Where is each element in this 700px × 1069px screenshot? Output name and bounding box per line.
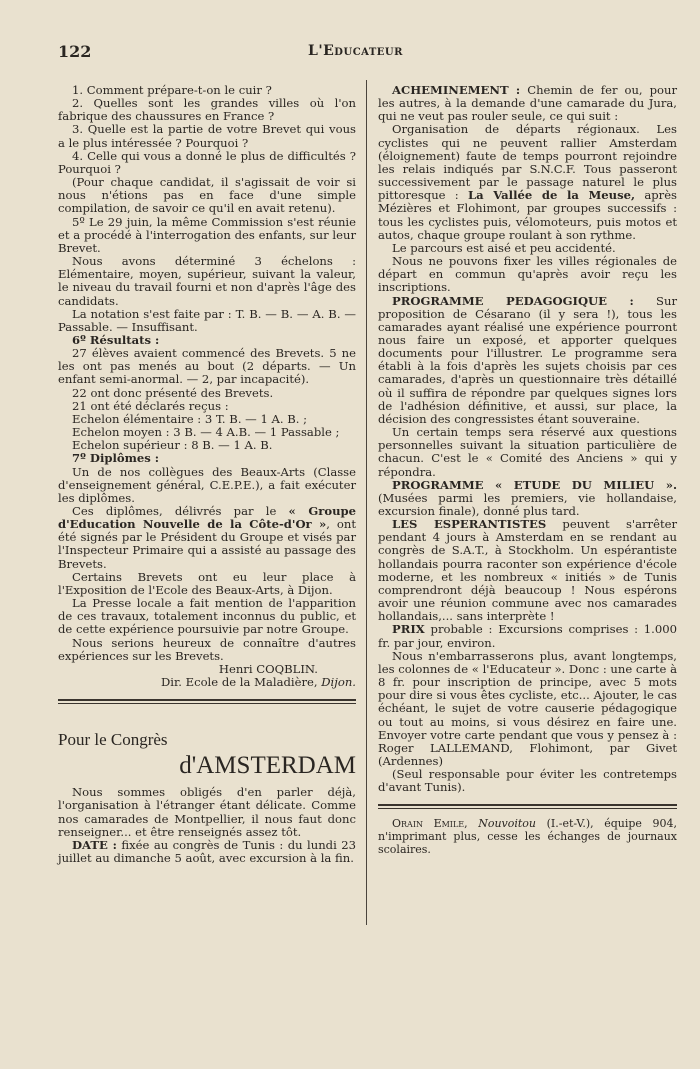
paragraph-pedagogique <box>378 295 677 427</box>
heading-diplomes: 7º Diplômes : <box>72 451 160 466</box>
paragraph-parcours: Le parcours est aisé et peu accidenté. <box>392 240 616 255</box>
echelon-elementaire: Echelon élémentaire : 3 T. B. — 1 A. B. ; <box>72 411 308 426</box>
date-text: fixée au congrès de Tunis : du lundi 23 juillet au dimanche 5 août, avec excursion à la fin. <box>58 837 356 865</box>
paragraph-recus: 21 ont été déclarés reçus : <box>72 398 229 413</box>
esperantistes-text: peuvent s'arrêter pendant 4 jours à Amsterdam en se rendant au congrès de S.A.T., à Stockholm. Un espérantiste hollandais pourra raconter son expérience d'école moderne, et les nombreux « initiés » de Tunis comprendront déjà beaucoup ! Nous espérons avoir une réunion commune avec nos camarades hollandais,... sans interprète ! <box>378 517 678 624</box>
acheminement-text: Chemin de fer ou, pour les autres, à la demande d'une camarade du Jura, qui ne veut pas rouler seule, ce qui suit : <box>378 83 677 124</box>
delivres-text-c: , ont été signés par le Président du Groupe et visés par l'Inspecteur Primaire qui a assisté au passage des Brevets. <box>58 517 356 571</box>
delivres-text-a: Ces diplômes, délivrés par le <box>72 504 289 518</box>
question-2: 2. Quelles sont les grandes villes où l'on fabrique des chaussures en France ? <box>58 96 356 124</box>
date-label: DATE : <box>72 837 117 852</box>
paragraph-milieu <box>378 479 677 518</box>
question-4: 4. Celle qui vous a donné le plus de difficultés ? Pourquoi ? <box>58 148 356 176</box>
esperantistes-label: LES ESPERANTISTES <box>392 517 547 532</box>
milieu-text: (Musées parmi les premiers, vie hollandaise, excursion finale), donné plus tard. <box>378 490 677 518</box>
pedagogique-label: PROGRAMME PEDAGOGIQUE : <box>392 293 634 308</box>
paragraph-echelons: Nous avons déterminé 3 échelons : Elémentaire, moyen, supérieur, suivant la valeur, le niveau du travail fourni et non d'après l'âge des candidats. <box>58 254 356 308</box>
echelon-moyen: Echelon moyen : 3 B. — 4 A.B. — 1 Passable ; <box>72 425 340 440</box>
milieu-label: PROGRAMME « ETUDE DU MILIEU ». <box>392 477 677 492</box>
paragraph-temps: Un certain temps sera réservé aux questions personnelles suivant la situation particulière de chacun. C'est le « Comité des Anciens » qui y répondra. <box>378 425 677 479</box>
paragraph-diplomes: Un de nos collègues des Beaux-Arts (Classe d'enseignement général, C.E.P.E.), a fait exécuter les diplômes. <box>58 464 356 505</box>
paragraph-presse: La Presse locale a fait mention de l'apparition de ces travaux, totalement inconnus du public, et de cette expérience poursuivie par notre Groupe. <box>58 596 356 637</box>
paragraph-seul: (Seul responsable pour éviter les contretemps d'avant Tunis). <box>378 767 677 795</box>
section-title-pour-le-congres: Pour le Congrès <box>58 730 168 750</box>
section-title-amsterdam: d'AMSTERDAM <box>179 752 356 780</box>
question-3: 3. Quelle est la partie de votre Brevet qui vous a le plus intéressée ? Pourquoi ? <box>58 122 356 150</box>
paragraph-organisation <box>378 123 677 241</box>
footnote-name: Orain Emile, <box>392 817 468 831</box>
signature-role-text: Dir. Ecole de la Maladière, <box>160 675 318 690</box>
prix-label: PRIX <box>392 622 425 637</box>
footnote-place: Nouvoitou <box>478 817 537 831</box>
groupe-name: « Groupe d'Education Nouvelle de la Côte-d'Or » <box>58 504 356 532</box>
paragraph-date <box>58 839 356 865</box>
footnote-rule <box>378 804 677 809</box>
paragraph-villes: Nous ne pouvons fixer les villes régionales de départ en commun qu'après avoir reçu les inscriptions. <box>378 254 677 295</box>
echelon-superieur: Echelon supérieur : 8 B. — 1 A. B. <box>72 438 273 453</box>
acheminement-label: ACHEMINEMENT : <box>392 83 521 97</box>
paragraph-prix <box>378 623 677 649</box>
left-column <box>58 84 356 865</box>
organisation-end: après Mézières et Flohimont, par groupes successifs : tous les cyclistes puis, vélomoteurs, puis motos et autos, chaque groupe roulant à son rythme. <box>378 188 678 242</box>
footnote <box>378 817 677 856</box>
paragraph-embarrasserons: Nous n'embarrasserons plus, avant longtemps, les colonnes de « l'Educateur ». Donc : une carte à 8 fr. pour inscription de principe, avec 5 mots pour dire si vous êtes cycliste, etc... Ajouter, le cas échéant, le sujet de votre causerie pédagogique ou tout au moins, si vous désirez en faire une. Envoyer votre carte pendant que vous y pensez à : Roger LALLEMAND, Flohimont, par Givet (Ardennes) <box>378 648 677 768</box>
paragraph-acheminement <box>378 84 677 123</box>
paragraph-notation: La notation s'est faite par : T. B. — B. — A. B. — Passable. — Insuffisant. <box>58 306 356 334</box>
prix-text: probable : Excursions comprises : 1.000 fr. par jour, environ. <box>378 622 677 650</box>
paragraph-candidat: (Pour chaque candidat, il s'agissait de voir si nous n'étions pas en face d'une simple compilation, de savoir ce qu'il en avait retenu). <box>58 175 356 216</box>
page-number: 122 <box>58 42 92 61</box>
right-column <box>378 84 677 856</box>
paragraph-heureux: Nous serions heureux de connaître d'autres expériences sur les Brevets. <box>58 635 356 663</box>
paragraph-presentes: 22 ont donc présenté des Brevets. <box>72 385 274 400</box>
paragraph-exposition: Certains Brevets ont eu leur place à l'Exposition de l'Ecole des Beaux-Arts, à Dijon. <box>58 569 356 597</box>
footnote-text: (I.-et-V.), équipe 904, n'imprimant plus, cesse les échanges de journaux scolaires. <box>378 817 677 857</box>
signature-name: Henri COQBLIN. <box>218 661 318 676</box>
question-1: 1. Comment prépare-t-on le cuir ? <box>72 83 272 97</box>
running-title: L'Educateur <box>308 43 403 59</box>
signature-city: Dijon. <box>321 675 356 690</box>
paragraph-eleves: 27 élèves avaient commencé des Brevets. 5 ne les ont pas menés au bout (2 départs. — Un enfant semi-anormal. — 2, par incapacité). <box>58 346 356 387</box>
organisation-text: Organisation de départs régionaux. Les cyclistes qui ne peuvent rallier Amsterdam (éloignement) faute de temps pourront rejoindre les relais indiqués par S.N.C.F. Tous passeront successivement par le passage naturel le plus pittoresque : <box>378 122 677 203</box>
section-rule <box>58 699 356 704</box>
heading-resultats: 6º Résultats : <box>72 332 160 347</box>
page-header <box>58 42 642 64</box>
paragraph-obliges: Nous sommes obligés d'en parler déjà, l'organisation à l'étranger étant délicate. Comme nos camarades de Montpellier, il nous faut donc renseigner... et être renseignés assez tôt. <box>58 785 356 839</box>
paragraph-commission: 5º Le 29 juin, la même Commission s'est réunie et a procédé à l'interrogation des enfants, sur leur Brevet. <box>58 214 356 255</box>
paragraph-delivres <box>58 505 356 571</box>
vallee-meuse: La Vallée de la Meuse, <box>467 188 636 203</box>
paragraph-esperantistes <box>378 518 677 623</box>
signature-role <box>58 676 356 689</box>
column-divider <box>366 80 367 925</box>
pedagogique-text: Sur proposition de Césarano (il y sera !), tous les camarades ayant réalisé une expérience pourront nous faire un exposé, et apporter quelques documents pour l'illustrer. Le programme sera établi à la fois d'après les sujets choisis par ces camarades, d'après un questionnaire très détaillé où il suffira de répondre par quelques signes lors de l'adhésion définitive, et aussi, sur place, la décision des congressistes étant souveraine. <box>378 293 677 426</box>
